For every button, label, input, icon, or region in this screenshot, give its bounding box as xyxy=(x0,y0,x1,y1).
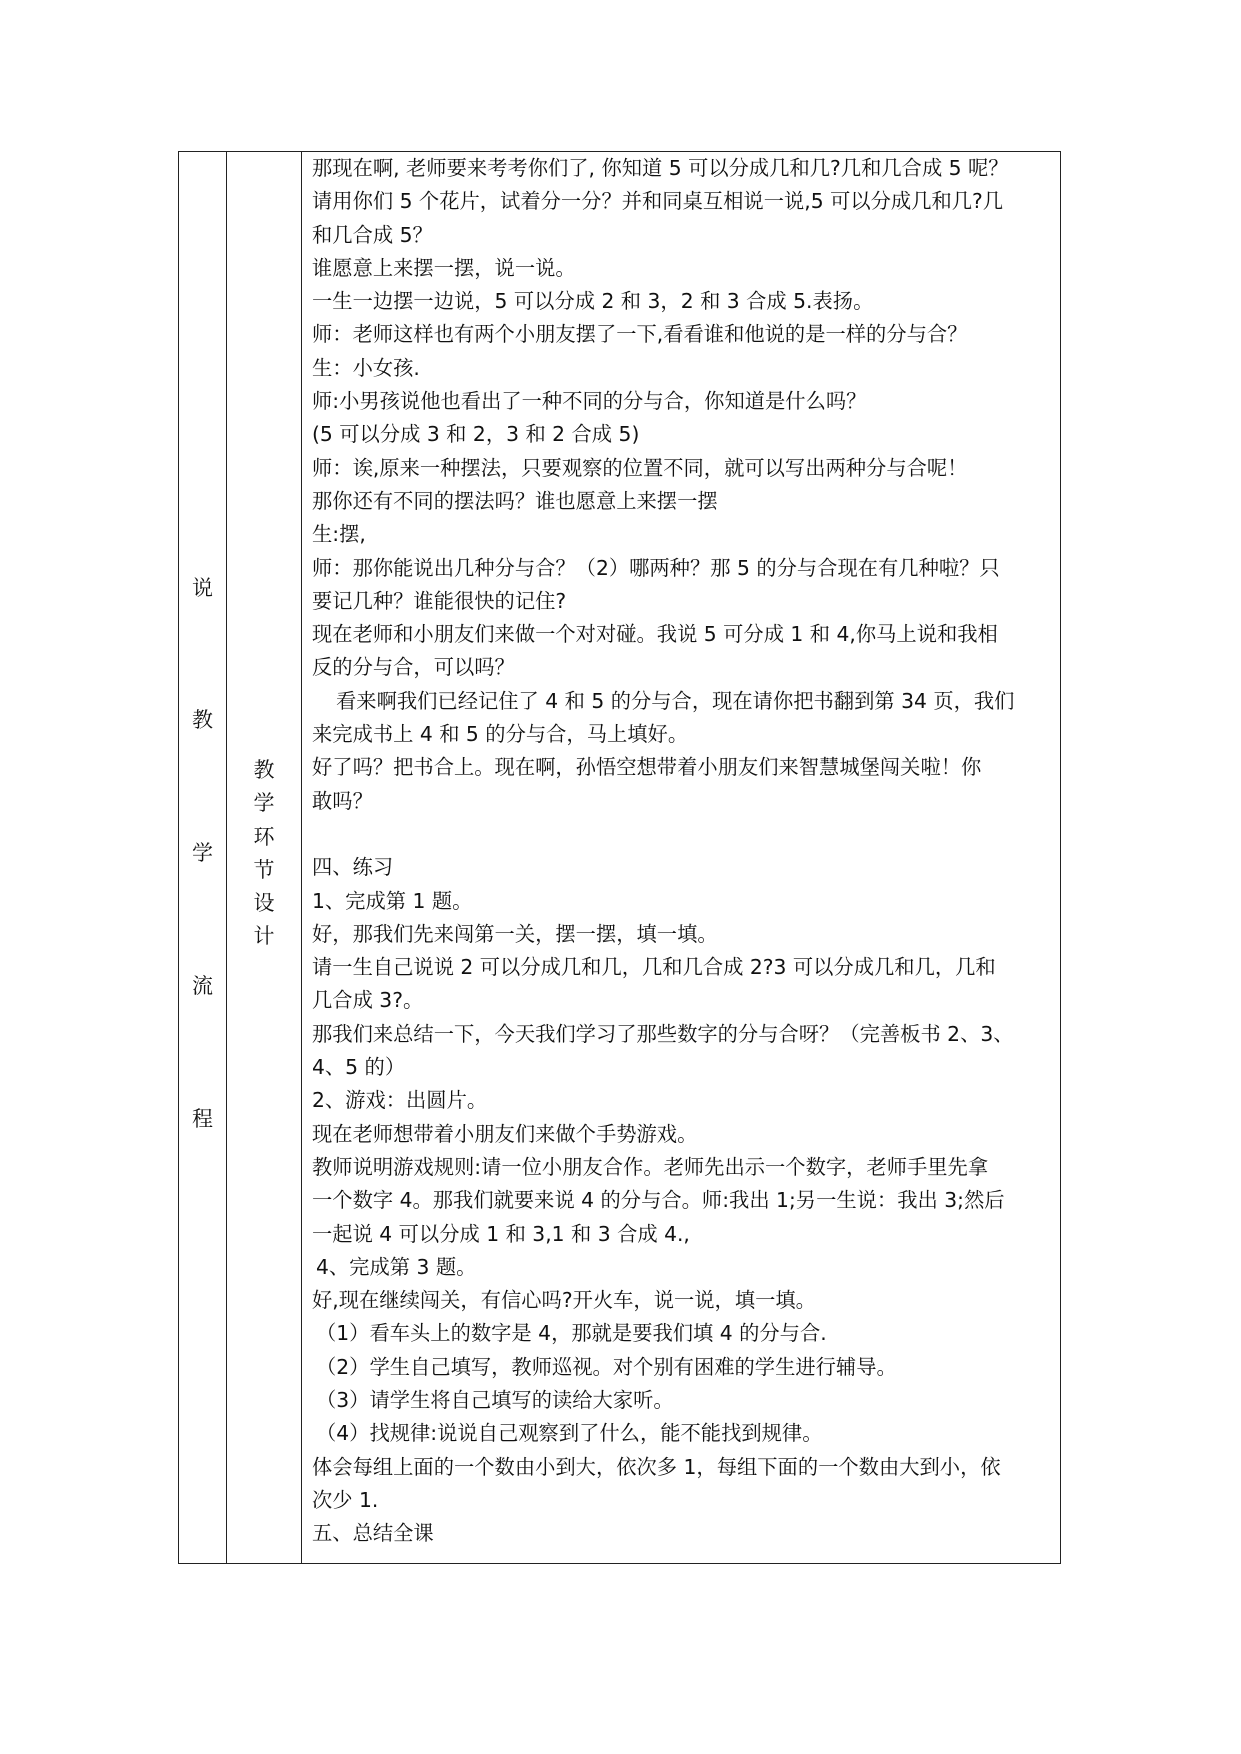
content-line: 请一生自己说说 2 可以分成几和几，几和几合成 2?3 可以分成几和几，几和 xyxy=(312,955,996,980)
content-line: 体会每组上面的一个数由小到大，依次多 1，每组下面的一个数由大到小，依 xyxy=(312,1454,1001,1479)
content-column xyxy=(302,152,1060,1563)
content-line: 生:摆, xyxy=(312,522,366,547)
content-line: 几合成 3?。 xyxy=(312,988,424,1013)
process-char: 程 xyxy=(192,1107,213,1131)
content-line: 4、完成第 3 题。 xyxy=(316,1254,477,1279)
content-line: 好了吗？把书合上。现在啊，孙悟空想带着小朋友们来智慧城堡闯关啦！你 xyxy=(312,755,982,780)
content-line: （4）找规律:说说自己观察到了什么，能不能找到规律。 xyxy=(316,1421,823,1446)
content-line: 一生一边摆一边说，5 可以分成 2 和 3，2 和 3 合成 5.表扬。 xyxy=(312,289,874,314)
content-line: 好,现在继续闯关，有信心吗?开火车，说一说，填一填。 xyxy=(312,1288,816,1313)
content-line: 和几合成 5？ xyxy=(312,222,433,247)
section-heading: 五、总结全课 xyxy=(312,1521,434,1546)
content-line: 一起说 4 可以分成 1 和 3,1 和 3 合成 4., xyxy=(312,1221,690,1246)
section-char: 教 xyxy=(253,758,275,782)
process-char: 学 xyxy=(192,841,213,865)
content-line: 2、游戏：出圆片。 xyxy=(312,1088,488,1113)
content-line: 看来啊我们已经记住了 4 和 5 的分与合，现在请你把书翻到第 34 页，我们 xyxy=(336,688,1015,713)
content-line: 谁愿意上来摆一摆，说一说。 xyxy=(312,255,576,280)
content-line: 反的分与合，可以吗？ xyxy=(312,655,515,680)
content-line: 要记几种？谁能很快的记住? xyxy=(312,588,567,613)
content-line: 好，那我们先来闯第一关，摆一摆，填一填。 xyxy=(312,921,718,946)
content-line: （3）请学生将自己填写的读给大家听。 xyxy=(316,1387,674,1412)
section-char: 计 xyxy=(253,924,275,949)
content-line: 教师说明游戏规则:请一位小朋友合作。老师先出示一个数字，老师手里先拿 xyxy=(312,1154,989,1179)
process-column xyxy=(179,152,227,1563)
content-line: 那现在啊, 老师要来考考你们了, 你知道 5 可以分成几和几?几和几合成 5 呢？ xyxy=(312,156,1009,180)
content-line: 生：小女孩. xyxy=(312,355,420,380)
content-line: 那我们来总结一下，今天我们学习了那些数字的分与合呀？（完善板书 2、3、 xyxy=(312,1021,1014,1046)
content-line: 1、完成第 1 题。 xyxy=(312,888,473,913)
section-char: 环 xyxy=(253,824,275,849)
content-line: 师：那你能说出几种分与合？（2）哪两种？那 5 的分与合现在有几种啦？只 xyxy=(312,555,1000,580)
section-heading: 四、练习 xyxy=(312,855,394,880)
process-char: 教 xyxy=(192,708,213,732)
content-line: 现在老师想带着小朋友们来做个手势游戏。 xyxy=(312,1121,698,1146)
content-line: 来完成书上 4 和 5 的分与合，马上填好。 xyxy=(312,722,689,747)
content-line: 师：诶,原来一种摆法，只要观察的位置不同，就可以写出两种分与合呢！ xyxy=(312,455,968,480)
content-line: (5 可以分成 3 和 2，3 和 2 合成 5) xyxy=(312,422,640,447)
content-line: 4、5 的） xyxy=(312,1055,406,1080)
section-label xyxy=(227,754,301,954)
section-char: 学 xyxy=(253,791,275,816)
content-line: （1）看车头上的数字是 4，那就是要我们填 4 的分与合. xyxy=(316,1321,827,1346)
content-line: 请用你们 5 个花片，试着分一分？并和同桌互相说一说,5 可以分成几和几?几 xyxy=(312,189,1004,214)
section-column xyxy=(227,152,302,1563)
content-line: 敢吗？ xyxy=(312,788,373,813)
process-char: 说 xyxy=(192,576,213,600)
section-char: 设 xyxy=(253,891,275,916)
section-char: 节 xyxy=(253,857,275,882)
content-line: 一个数字 4。那我们就要来说 4 的分与合。师:我出 1;另一生说：我出 3;然后 xyxy=(312,1188,1005,1213)
content-line: 现在老师和小朋友们来做一个对对碰。我说 5 可分成 1 和 4,你马上说和我相 xyxy=(312,622,998,647)
process-char: 流 xyxy=(192,974,213,998)
content-line: 那你还有不同的摆法吗？谁也愿意上来摆一摆 xyxy=(312,488,718,513)
content-line: （2）学生自己填写，教师巡视。对个别有困难的学生进行辅导。 xyxy=(316,1354,897,1379)
content-line: 师:小男孩说他也看出了一种不同的分与合，你知道是什么吗？ xyxy=(312,389,867,414)
lesson-table xyxy=(178,151,1061,1564)
blank-line xyxy=(312,818,1056,851)
content-line: 次少 1. xyxy=(312,1487,379,1512)
content-line: 师：老师这样也有两个小朋友摆了一下,看看谁和他说的是一样的分与合？ xyxy=(312,322,968,347)
